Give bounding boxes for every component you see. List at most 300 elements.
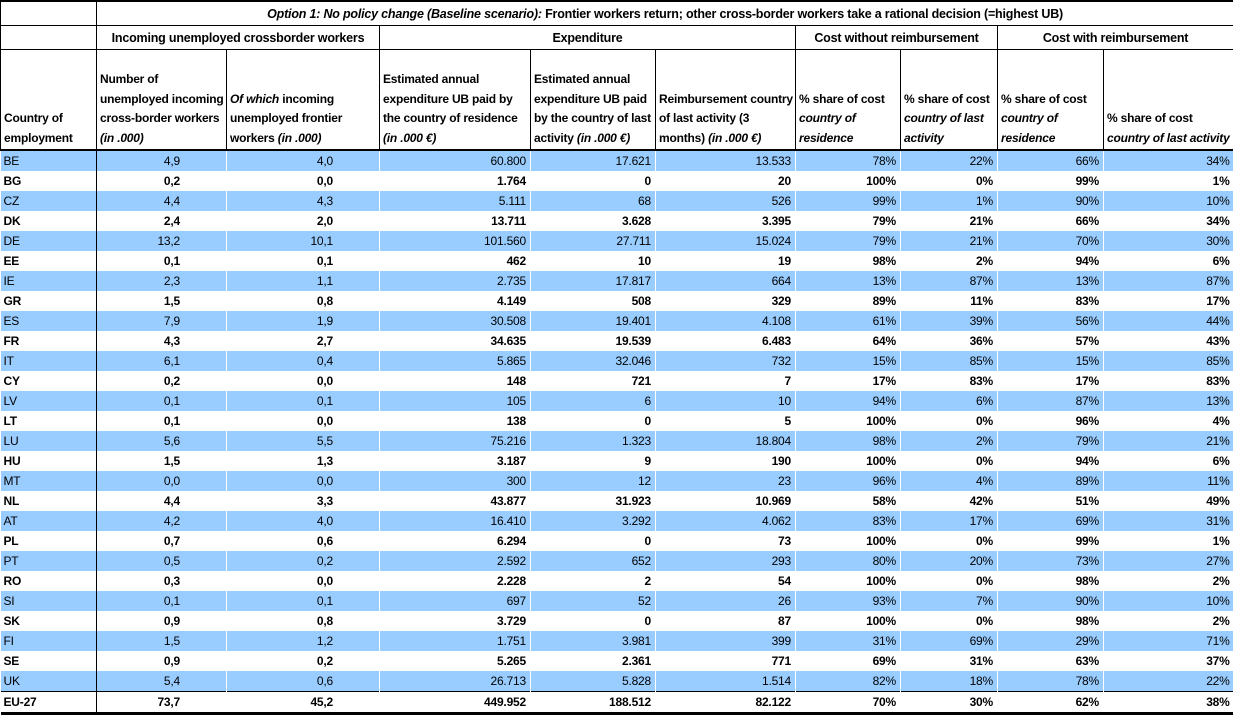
- cell-value: 85%: [1104, 351, 1233, 371]
- cell-country: NL: [1, 491, 97, 511]
- table-row: [1, 471, 1233, 491]
- table-row: [1, 611, 1233, 631]
- title-row: [1, 1, 1233, 26]
- col-header-reimbursement: Reimbursement country of last activity (3 months) (in .000 €): [656, 50, 796, 151]
- cell-value: 90%: [998, 191, 1104, 211]
- table-row: [1, 411, 1233, 431]
- cell-value: 0,8: [227, 291, 380, 311]
- cell-value: 19.539: [531, 331, 656, 351]
- cell-country: CY: [1, 371, 97, 391]
- cell-value: 17.621: [531, 150, 656, 171]
- cell-value: 0,0: [227, 171, 380, 191]
- cell-value: 4,0: [227, 150, 380, 171]
- cell-value: 17.817: [531, 271, 656, 291]
- table-row: [1, 631, 1233, 651]
- cell-value: 17%: [1104, 291, 1233, 311]
- cell-value: 101.560: [380, 231, 531, 251]
- cell-value: 0: [531, 411, 656, 431]
- cell-value: 449.952: [380, 692, 531, 714]
- cell-value: 98%: [796, 251, 901, 271]
- table-row: [1, 291, 1233, 311]
- cell-value: 29%: [998, 631, 1104, 651]
- cell-value: 62%: [998, 692, 1104, 714]
- cell-value: 98%: [796, 431, 901, 451]
- cell-value: 2,4: [97, 211, 227, 231]
- cell-value: 10.969: [656, 491, 796, 511]
- cell-value: 2%: [1104, 571, 1233, 591]
- cell-country: GR: [1, 291, 97, 311]
- cell-value: 98%: [998, 571, 1104, 591]
- cell-value: 69%: [901, 631, 998, 651]
- cell-value: 6.483: [656, 331, 796, 351]
- cell-country: EU-27: [1, 692, 97, 714]
- group-expenditure: Expenditure: [380, 26, 796, 50]
- cell-value: 1%: [901, 191, 998, 211]
- cell-value: 83%: [1104, 371, 1233, 391]
- cell-value: 75.216: [380, 431, 531, 451]
- table-row: [1, 331, 1233, 351]
- cell-value: 5.828: [531, 671, 656, 692]
- cell-value: 27%: [1104, 551, 1233, 571]
- cell-value: 82%: [796, 671, 901, 692]
- cell-value: 2,7: [227, 331, 380, 351]
- cell-value: 15%: [998, 351, 1104, 371]
- cell-value: 100%: [796, 531, 901, 551]
- cell-value: 10: [656, 391, 796, 411]
- table-row: [1, 231, 1233, 251]
- cell-value: 13.533: [656, 150, 796, 171]
- cell-value: 300: [380, 471, 531, 491]
- cell-value: 4%: [1104, 411, 1233, 431]
- col-header-number-unemployed: Number of unemployed incoming cross-border workers (in .000): [97, 50, 227, 151]
- table-row: [1, 271, 1233, 291]
- cell-value: 732: [656, 351, 796, 371]
- cell-value: 6.294: [380, 531, 531, 551]
- cell-value: 2%: [901, 431, 998, 451]
- cell-value: 15%: [796, 351, 901, 371]
- cell-value: 49%: [1104, 491, 1233, 511]
- cell-country: PL: [1, 531, 97, 551]
- cell-value: 100%: [796, 611, 901, 631]
- cell-value: 664: [656, 271, 796, 291]
- table-row: [1, 651, 1233, 671]
- cell-value: 83%: [901, 371, 998, 391]
- cell-value: 0,5: [97, 551, 227, 571]
- col-header-country: Country of employment: [1, 50, 97, 151]
- cell-value: 5,5: [227, 431, 380, 451]
- cell-value: 78%: [998, 671, 1104, 692]
- table-row: [1, 451, 1233, 471]
- cell-value: 10: [531, 251, 656, 271]
- cell-value: 71%: [1104, 631, 1233, 651]
- cell-value: 16.410: [380, 511, 531, 531]
- cell-country: DE: [1, 231, 97, 251]
- cell-value: 70%: [796, 692, 901, 714]
- cell-value: 11%: [1104, 471, 1233, 491]
- cell-value: 0,0: [227, 471, 380, 491]
- cell-value: 138: [380, 411, 531, 431]
- cell-value: 13%: [998, 271, 1104, 291]
- cell-value: 44%: [1104, 311, 1233, 331]
- cell-value: 18%: [901, 671, 998, 692]
- cell-value: 69%: [796, 651, 901, 671]
- table-header: [1, 1, 1233, 150]
- cell-value: 0,2: [227, 651, 380, 671]
- cell-country: SK: [1, 611, 97, 631]
- cell-country: MT: [1, 471, 97, 491]
- cell-value: 17%: [901, 511, 998, 531]
- cell-value: 5,4: [97, 671, 227, 692]
- cell-value: 6,1: [97, 351, 227, 371]
- cell-value: 4,4: [97, 491, 227, 511]
- cell-value: 399: [656, 631, 796, 651]
- cell-value: 721: [531, 371, 656, 391]
- cell-value: 4.108: [656, 311, 796, 331]
- cell-value: 0,2: [97, 171, 227, 191]
- cell-value: 2.228: [380, 571, 531, 591]
- cell-value: 0,1: [227, 391, 380, 411]
- cell-value: 1,2: [227, 631, 380, 651]
- table-row: [1, 211, 1233, 231]
- cell-value: 45,2: [227, 692, 380, 714]
- cell-value: 2,0: [227, 211, 380, 231]
- cell-value: 13%: [1104, 391, 1233, 411]
- cell-value: 9: [531, 451, 656, 471]
- cell-value: 0,0: [227, 411, 380, 431]
- cell-value: 1,5: [97, 291, 227, 311]
- cell-value: 66%: [998, 150, 1104, 171]
- cell-value: 3,3: [227, 491, 380, 511]
- cell-value: 83%: [998, 291, 1104, 311]
- cell-value: 37%: [1104, 651, 1233, 671]
- cell-value: 0,9: [97, 651, 227, 671]
- table-title: [97, 1, 1233, 26]
- cell-value: 0%: [901, 531, 998, 551]
- cell-value: 3.395: [656, 211, 796, 231]
- cell-value: 21%: [901, 211, 998, 231]
- cell-value: 100%: [796, 451, 901, 471]
- table-row: [1, 391, 1233, 411]
- cell-value: 26.713: [380, 671, 531, 692]
- col-header-frontier-workers: Of which incoming unemployed frontier workers (in .000): [227, 50, 380, 151]
- cell-value: 3.628: [531, 211, 656, 231]
- cell-value: 4,4: [97, 191, 227, 211]
- cell-value: 12: [531, 471, 656, 491]
- cell-value: 1.751: [380, 631, 531, 651]
- cell-value: 0,8: [227, 611, 380, 631]
- table-row: [1, 171, 1233, 191]
- cell-value: 17%: [998, 371, 1104, 391]
- cell-value: 68: [531, 191, 656, 211]
- cell-value: 96%: [998, 411, 1104, 431]
- cell-value: 57%: [998, 331, 1104, 351]
- cell-value: 329: [656, 291, 796, 311]
- cell-value: 508: [531, 291, 656, 311]
- cell-value: 19: [656, 251, 796, 271]
- cell-value: 23: [656, 471, 796, 491]
- cell-value: 0: [531, 171, 656, 191]
- cell-value: 13%: [796, 271, 901, 291]
- col-header-share-last-activity-with-reimb: % share of cost country of last activity: [1104, 50, 1233, 151]
- cell-value: 51%: [998, 491, 1104, 511]
- cell-value: 69%: [998, 511, 1104, 531]
- cell-value: 2%: [1104, 611, 1233, 631]
- cell-value: 5: [656, 411, 796, 431]
- cell-country: ES: [1, 311, 97, 331]
- cell-value: 87%: [901, 271, 998, 291]
- cell-value: 27.711: [531, 231, 656, 251]
- corner-cell: [1, 26, 97, 50]
- cell-value: 1,1: [227, 271, 380, 291]
- cell-value: 5.111: [380, 191, 531, 211]
- table-title-scenario: Option 1: No policy change (Baseline scenario):: [267, 7, 542, 21]
- table-title-description: Frontier workers return; other cross-border workers take a rational decision (=highest UB): [545, 7, 1063, 21]
- cell-value: 98%: [998, 611, 1104, 631]
- cell-value: 87%: [1104, 271, 1233, 291]
- cell-value: 99%: [998, 171, 1104, 191]
- cell-value: 26: [656, 591, 796, 611]
- group-cost-with-reimbursement: Cost with reimbursement: [998, 26, 1233, 50]
- cell-value: 5,6: [97, 431, 227, 451]
- cell-value: 0,6: [227, 531, 380, 551]
- cell-value: 4.062: [656, 511, 796, 531]
- cell-value: 89%: [796, 291, 901, 311]
- col-header-share-last-activity-no-reimb: % share of cost country of last activity: [901, 50, 998, 151]
- cell-value: 31.923: [531, 491, 656, 511]
- cell-value: 13.711: [380, 211, 531, 231]
- cell-value: 63%: [998, 651, 1104, 671]
- cell-value: 10,1: [227, 231, 380, 251]
- cell-value: 0: [531, 611, 656, 631]
- cell-country: DK: [1, 211, 97, 231]
- cell-value: 6%: [1104, 251, 1233, 271]
- cell-value: 0%: [901, 171, 998, 191]
- cell-value: 7,9: [97, 311, 227, 331]
- cell-value: 771: [656, 651, 796, 671]
- cell-value: 4,3: [97, 331, 227, 351]
- cell-value: 4,2: [97, 511, 227, 531]
- table-body: [1, 150, 1233, 714]
- cell-country: CZ: [1, 191, 97, 211]
- table-row: [1, 591, 1233, 611]
- col-header-share-residence-with-reimb: % share of cost country of residence: [998, 50, 1104, 151]
- cell-value: 1.514: [656, 671, 796, 692]
- cell-value: 1%: [1104, 531, 1233, 551]
- cell-value: 36%: [901, 331, 998, 351]
- group-header-row: [1, 26, 1233, 50]
- cell-value: 100%: [796, 571, 901, 591]
- cell-value: 18.804: [656, 431, 796, 451]
- cell-value: 2.735: [380, 271, 531, 291]
- cell-value: 11%: [901, 291, 998, 311]
- cell-value: 0%: [901, 611, 998, 631]
- cell-value: 10%: [1104, 191, 1233, 211]
- cell-value: 73,7: [97, 692, 227, 714]
- cell-value: 4.149: [380, 291, 531, 311]
- cell-value: 5.265: [380, 651, 531, 671]
- cell-value: 34%: [1104, 150, 1233, 171]
- cell-country: BG: [1, 171, 97, 191]
- cell-value: 7%: [901, 591, 998, 611]
- cell-value: 1,5: [97, 451, 227, 471]
- cell-value: 0%: [901, 451, 998, 471]
- table-row: [1, 311, 1233, 331]
- table-row: [1, 351, 1233, 371]
- cell-value: 93%: [796, 591, 901, 611]
- cell-value: 43.877: [380, 491, 531, 511]
- cell-value: 0,1: [97, 391, 227, 411]
- cell-value: 0%: [901, 411, 998, 431]
- cell-value: 21%: [1104, 431, 1233, 451]
- cell-value: 64%: [796, 331, 901, 351]
- cell-value: 31%: [901, 651, 998, 671]
- table-row: [1, 251, 1233, 271]
- cell-value: 3.729: [380, 611, 531, 631]
- cell-value: 697: [380, 591, 531, 611]
- cell-value: 31%: [796, 631, 901, 651]
- table-row: [1, 671, 1233, 692]
- cell-value: 73%: [998, 551, 1104, 571]
- col-header-share-residence-no-reimb: % share of cost country of residence: [796, 50, 901, 151]
- cell-value: 30%: [901, 692, 998, 714]
- cell-value: 80%: [796, 551, 901, 571]
- cell-value: 462: [380, 251, 531, 271]
- table-row: [1, 571, 1233, 591]
- cell-value: 94%: [796, 391, 901, 411]
- col-header-expenditure-residence: Estimated annual expenditure UB paid by the country of residence (in .000 €): [380, 50, 531, 151]
- cell-value: 6%: [1104, 451, 1233, 471]
- cell-value: 2: [531, 571, 656, 591]
- cell-value: 89%: [998, 471, 1104, 491]
- cell-value: 6%: [901, 391, 998, 411]
- cell-value: 0,6: [227, 671, 380, 692]
- cell-country: UK: [1, 671, 97, 692]
- cell-value: 85%: [901, 351, 998, 371]
- cell-country: LV: [1, 391, 97, 411]
- cell-value: 56%: [998, 311, 1104, 331]
- cell-value: 79%: [796, 211, 901, 231]
- table-row: [1, 431, 1233, 451]
- cell-value: 42%: [901, 491, 998, 511]
- cell-value: 4,0: [227, 511, 380, 531]
- cell-country: AT: [1, 511, 97, 531]
- cell-value: 13,2: [97, 231, 227, 251]
- cell-value: 83%: [796, 511, 901, 531]
- cell-value: 2.592: [380, 551, 531, 571]
- cell-value: 39%: [901, 311, 998, 331]
- group-incoming-workers: Incoming unemployed crossborder workers: [97, 26, 380, 50]
- table-row: [1, 692, 1233, 714]
- cell-value: 2%: [901, 251, 998, 271]
- cell-value: 54: [656, 571, 796, 591]
- cell-country: RO: [1, 571, 97, 591]
- cell-value: 60.800: [380, 150, 531, 171]
- cell-country: EE: [1, 251, 97, 271]
- cell-country: FI: [1, 631, 97, 651]
- table-row: [1, 511, 1233, 531]
- cell-value: 0,2: [97, 371, 227, 391]
- cell-value: 87: [656, 611, 796, 631]
- cell-value: 58%: [796, 491, 901, 511]
- cell-value: 22%: [901, 150, 998, 171]
- cell-value: 31%: [1104, 511, 1233, 531]
- cell-value: 17%: [796, 371, 901, 391]
- cell-value: 66%: [998, 211, 1104, 231]
- cell-country: BE: [1, 150, 97, 171]
- cell-value: 0%: [901, 571, 998, 591]
- cell-value: 79%: [796, 231, 901, 251]
- cell-value: 22%: [1104, 671, 1233, 692]
- cell-value: 82.122: [656, 692, 796, 714]
- cell-value: 3.187: [380, 451, 531, 471]
- cell-value: 0,1: [97, 251, 227, 271]
- cell-value: 190: [656, 451, 796, 471]
- cell-value: 0,0: [227, 571, 380, 591]
- cell-value: 293: [656, 551, 796, 571]
- cell-value: 70%: [998, 231, 1104, 251]
- table-row: [1, 531, 1233, 551]
- cell-value: 0,2: [227, 551, 380, 571]
- cell-value: 1,3: [227, 451, 380, 471]
- cell-value: 73: [656, 531, 796, 551]
- cell-value: 1,5: [97, 631, 227, 651]
- cell-value: 7: [656, 371, 796, 391]
- column-header-row: [1, 50, 1233, 151]
- cell-value: 3.981: [531, 631, 656, 651]
- cell-country: SE: [1, 651, 97, 671]
- cell-value: 79%: [998, 431, 1104, 451]
- cell-value: 2,3: [97, 271, 227, 291]
- cell-value: 32.046: [531, 351, 656, 371]
- cell-value: 4%: [901, 471, 998, 491]
- cell-value: 1%: [1104, 171, 1233, 191]
- cell-value: 20: [656, 171, 796, 191]
- cell-value: 148: [380, 371, 531, 391]
- cell-value: 0,9: [97, 611, 227, 631]
- cell-country: LT: [1, 411, 97, 431]
- cell-value: 188.512: [531, 692, 656, 714]
- cell-value: 4,3: [227, 191, 380, 211]
- cell-value: 0,4: [227, 351, 380, 371]
- cell-value: 0,1: [97, 591, 227, 611]
- cell-value: 1.323: [531, 431, 656, 451]
- cell-value: 30%: [1104, 231, 1233, 251]
- cell-value: 2.361: [531, 651, 656, 671]
- col-header-expenditure-last-activity: Estimated annual expenditure UB paid by the country of last activity (in .000 €): [531, 50, 656, 151]
- cell-value: 94%: [998, 451, 1104, 471]
- cell-value: 0,1: [227, 251, 380, 271]
- cell-value: 94%: [998, 251, 1104, 271]
- cell-value: 0,0: [227, 371, 380, 391]
- cell-value: 34%: [1104, 211, 1233, 231]
- cell-value: 526: [656, 191, 796, 211]
- cell-value: 105: [380, 391, 531, 411]
- cell-value: 19.401: [531, 311, 656, 331]
- cell-value: 6: [531, 391, 656, 411]
- cell-value: 4,9: [97, 150, 227, 171]
- cell-value: 30.508: [380, 311, 531, 331]
- cell-value: 21%: [901, 231, 998, 251]
- cell-value: 1.764: [380, 171, 531, 191]
- cell-value: 1,9: [227, 311, 380, 331]
- cell-value: 87%: [998, 391, 1104, 411]
- cell-value: 99%: [796, 191, 901, 211]
- cell-country: PT: [1, 551, 97, 571]
- table-row: [1, 371, 1233, 391]
- cell-country: FR: [1, 331, 97, 351]
- cell-value: 99%: [998, 531, 1104, 551]
- cell-value: 38%: [1104, 692, 1233, 714]
